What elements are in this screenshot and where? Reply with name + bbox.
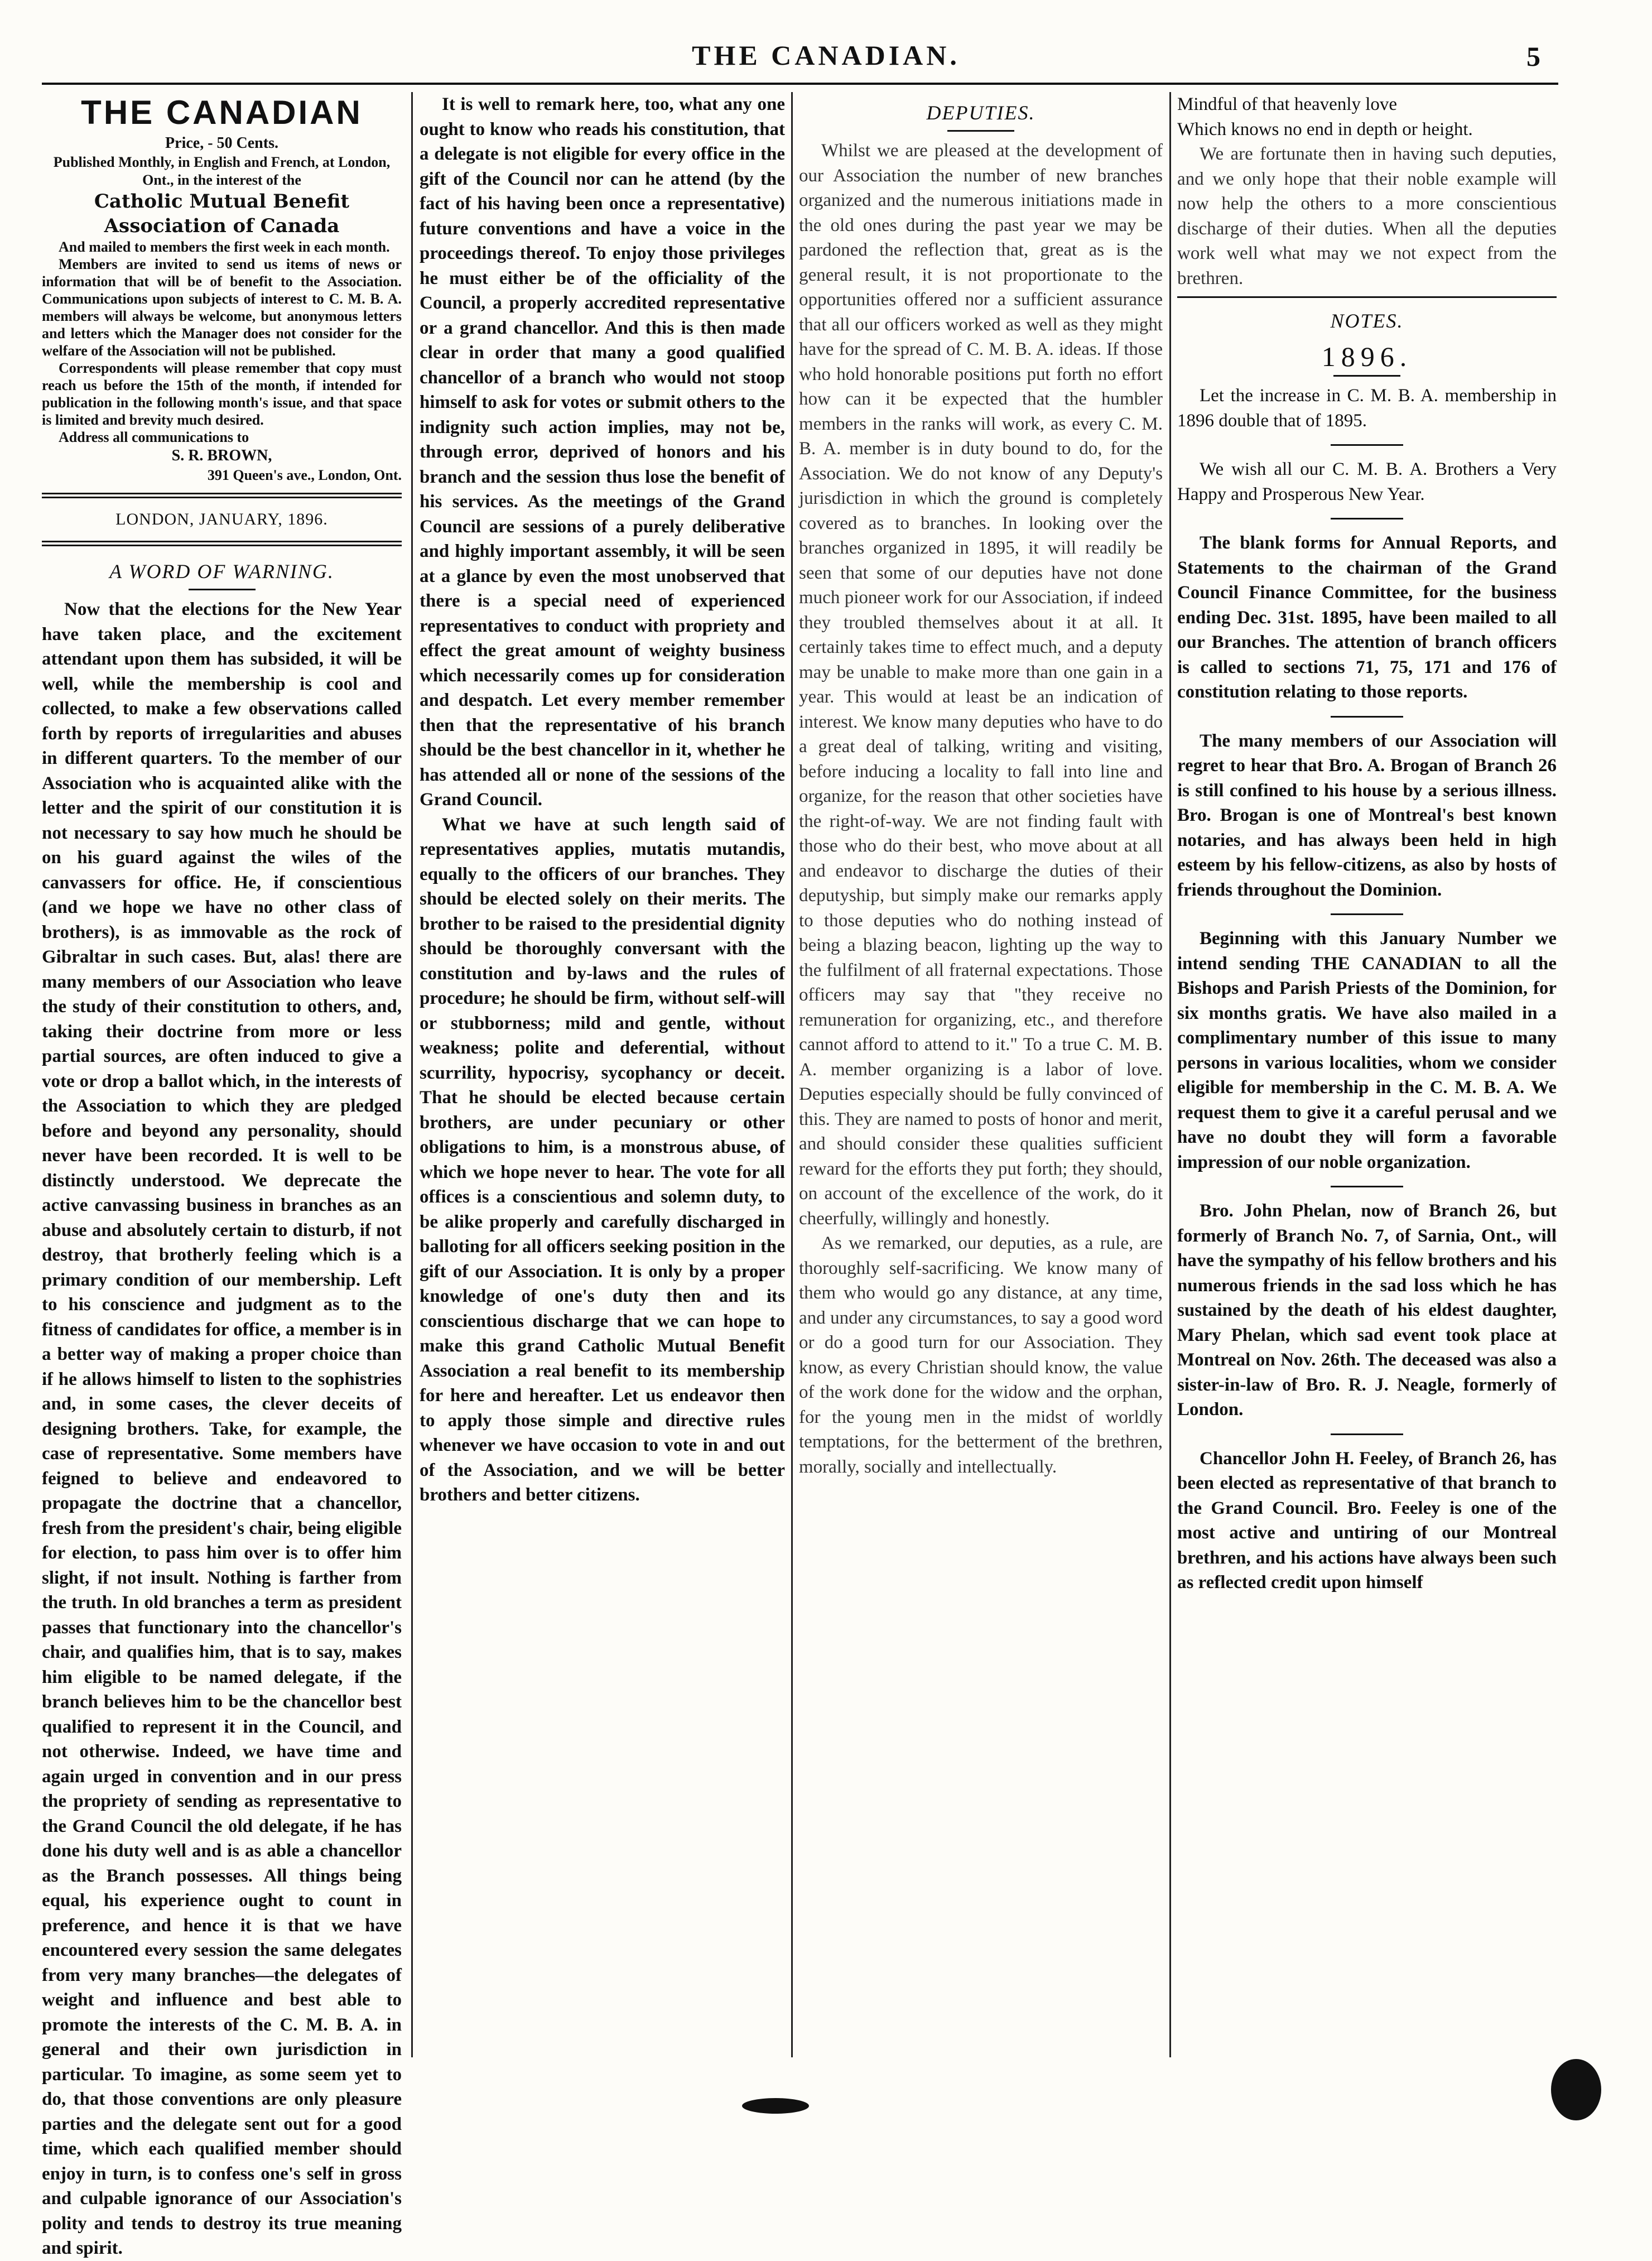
note-item — [1177, 1446, 1557, 1595]
verse-line-2: Which knows no end in depth or height. — [1177, 119, 1473, 139]
note-rule — [1331, 716, 1403, 718]
note-item — [1177, 531, 1557, 705]
warning-body-part-1 — [42, 597, 402, 2261]
note-item — [1177, 383, 1557, 433]
verse-line-1: Mindful of that heavenly love — [1177, 94, 1398, 114]
note-text: Bro. John Phelan, now of Branch 26, but formerly of Branch No. 7, of Sarnia, Ont., will have the sympathy of his fellow brothers and his numerous friends in the sad loss which he has sustained by the death of his eldest daughter, Mary Phelan, which sad event took place at Montreal on Nov. 26th. The deceased was also a sister-in-law of Bro. R. J. Neagle, formerly of London. — [1177, 1201, 1557, 1420]
notes-year: 1896. — [1321, 341, 1413, 372]
running-title: THE CANADIAN. — [692, 40, 960, 71]
column-3 — [799, 92, 1163, 2057]
dateline-rule — [42, 541, 402, 546]
note-item — [1177, 926, 1557, 1175]
column-rule — [411, 92, 413, 2057]
deputies-heading: DEPUTIES. — [926, 102, 1035, 124]
warning-paragraph-1: Now that the elections for the New Year have taken place, and the excitement attendant upon them has subsided, it will be well, while the membership is cool and collected, to make a few observations called forth by reports of irregularities and abuses in different quarters. To the member of our Association who is acquainted alike with the letter and the spirit of our constitution it is not necessary to say how much he should be on his guard against the wiles of the canvassers for office. He, if conscientious (and we hope we have no other class of brothers), is as immovable as the rock of Gibraltar in such cases. But, alas! there are many members of our Association who leave the study of their constitution to others, and, taking their doctrine from more or less partial sources, are often induced to give a vote or drop a ballot which, in the interests of the Association to which they are pledged before and beyond any personality, should never have been recorded. It is well to be distinctly understood. We deprecate the active canvassing business in branches as an abuse and absolutely certain to disturb, if not destroy, that brotherly feeling which is a primary condition of our membership. Left to his conscience and judgment as to the fitness of candidates for office, a member is in a better way of making a proper choice than if he allows himself to listen to the sophistries and, in some cases, the clever deceits of designing brothers. Take, for example, the case of representative. Some members have feigned to believe and endeavored to propagate the doctrine that a chancellor, fresh from the president's chair, being eligible for election, to pass him over is to offer him slight, if not insult. Nothing is farther from the truth. In old branches a term as president passes that functionary into the chancellor's chair, and qualifies him, that is to say, makes him eligible to be named delegate, if the branch believes him to be the chancellor best qualified to represent it in the Council, and not otherwise. Indeed, we have time and again urged in convention and in our press the propriety of sending as representative to the Grand Council the old delegate, if he has done his duty well and is as able a chancellor as the Branch possesses. All things being equal, his experience ought to count in preference, and hence it is that we have encountered every session the same delegates from very many branches—the delegates of weight and influence and best able to promote the interests of the C. M. B. A. in general and their own jurisdiction in particular. To imagine, as some seem yet to do, that those conventions are only pleasure parties and the delegate sent out for a good time, which each qualified member should enjoy in turn, is to confess one's self in gross and culpable ignorance of our Association's polity and tends to destroy its true meaning and spirit. — [42, 599, 402, 2258]
note-text: The blank forms for Annual Reports, and Statements to the chairman of the Grand Council Finance Committee, for the business ending Dec. 31st. 1895, have been mailed to all our Branches. The attention of branch officers is called to sections 71, 75, 171 and 176 of constitution relating to those reports. — [1177, 533, 1557, 702]
note-rule — [1331, 1186, 1403, 1187]
heading-rule — [1333, 375, 1400, 377]
note-item — [1177, 457, 1557, 507]
masthead-rule — [42, 493, 402, 498]
warning-paragraph-3: What we have at such length said of representatives applies, mutatis mutandis, equally to the officers of our branches. They should be elected solely on their merits. The brother to be raised to the presidential dignity should be thoroughly conversant with the constitution and by-laws and the rules of procedure; he should be firm, without self-will or stubborness; mild and gentle, without weakness; polite and deferential, without scurrility, hypocrisy, sycophancy or deceit. That he should be elected because certain brothers, are under pecuniary or other obligations to him, is a monstrous abuse, of which we hope never to hear. The vote for all offices is a conscientious and solemn duty, to be alike properly and carefully discharged in balloting for all officers seeking position in the gift of our Association. It is only by a proper knowledge of one's duty then and its conscientious discharge that we can hope to make this grand Catholic Mutual Benefit Association a real benefit to its membership for here and hereafter. Let us endeavor then to apply those simple and directive rules whenever we have occasion to vote in and out of the Association, and we will be better brothers and better citizens. — [420, 814, 785, 1505]
dateline: LONDON, JANUARY, 1896. — [115, 510, 328, 528]
masthead-published: Published Monthly, in English and French, at London, Ont., in the interest of the — [53, 154, 391, 188]
heading-rule — [947, 130, 1014, 132]
masthead-correspondents: Correspondents will please remember that copy must reach us before the 15th of the month, if intended for publication in the following month's issue, and that space is limited and brevity much desired. — [42, 360, 402, 428]
masthead-mailed: And mailed to members the first week in each month. — [59, 239, 390, 255]
masthead-price: Price, - 50 Cents. — [165, 134, 278, 152]
deputies-paragraph-2: As we remarked, our deputies, as a rule, are thoroughly self-sacrificing. We know many of them who would go any distance, at any time, and under any circumstances, to say a good word or do a good turn for our Association. They know, as every Christian should know, the value of the work done for the widow and the orphan, for the young men in the midst of worldly temptations, for the betterment of the brethren, morally, socially and intellectually. — [799, 1233, 1163, 1477]
masthead-address-line: Address all communications to — [59, 429, 249, 445]
deputies-paragraph-1: Whilst we are pleased at the development of our Association the number of new branches organized and the numerous initiations made in the old ones during the past year we may be pardoned the reflection that, great as is the general result, it is not proportionate to the opportunities offered nor a sufficient assurance that all our officers worked as well as they might have for the spread of C. M. B. A. ideas. If those who hold honorable positions put forth no effort how can it be expected that the humbler members in the ranks will work, as every C. M. B. A. member is in duty bound to do, for the Association. We do not know of any Deputy's jurisdiction in which the ground is completely covered as to branches. In looking over the branches organized in 1895, it will readily be seen that some of our deputies have not done much pioneer work for our Association, if indeed they troubled themselves about it at all. It certainly takes time to effect much, and a deputy may be unable to make more than one gain in a year. This would at least be an indication of interest. We know many deputies who have to do a great deal of talking, writing and visiting, before inducing a locality to fall into line and organize, for the reason that other societies have the right-of-way. We are not finding fault with those who do their best, who move about at all and endeavor to discharge the duties of their deputyship, but simply make our remarks apply to those deputies who do nothing instead of being a blazing beacon, lighting up the way to the fulfilment of all fraternal expectations. Those officers may say that "they receive no remuneration for organizing, etc., and therefore cannot afford to attend to it." To a true C. M. B. A. member organizing is a labor of love. Deputies especially should be fully convinced of this. They are named to posts of honor and merit, and should consider these qualities sufficient reward for the efforts they put forth; they should, on account of the excellence of the work, do it cheerfully, willingly and honestly. — [799, 141, 1163, 1229]
column-4 — [1177, 92, 1557, 2057]
heading-rule — [189, 589, 256, 590]
note-rule — [1331, 444, 1403, 446]
note-rule — [1331, 913, 1403, 915]
note-text: We wish all our C. M. B. A. Brothers a Very Happy and Prosperous New Year. — [1177, 459, 1557, 504]
column-rule — [1169, 92, 1171, 2057]
ink-blot — [742, 2098, 809, 2114]
page-number: 5 — [1526, 41, 1540, 72]
note-text: Let the increase in C. M. B. A. membership in 1896 double that of 1895. — [1177, 386, 1557, 431]
section-rule — [1177, 296, 1557, 298]
note-text: Beginning with this January Number we intend sending THE CANADIAN to all the Bishops and Parish Priests of the Dominion, for six months gratis. We have also mailed in a complimentary number of this issue to many persons in various localities, whom we consider eligible for membership in the C. M. B. A. We request them to give it a careful perusal and we have no doubt they will form a favorable impression of our noble organization. — [1177, 929, 1557, 1172]
column-1 — [42, 92, 402, 2258]
note-item — [1177, 1199, 1557, 1422]
header-rule — [42, 83, 1558, 85]
masthead-association: Catholic Mutual Benefit Association of Canada — [94, 190, 350, 237]
running-head — [0, 39, 1652, 78]
deputies-closing: We are fortunate then in having such deputies, and we only hope that their noble example will now help the others to a more conscientious discharge of their duties. When all the deputies work well what may we not expect from the brethren. — [1177, 144, 1557, 288]
note-text: The many members of our Association will regret to hear that Bro. A. Brogan of Branch 26 is still confined to his house by a serious illness. Bro. Brogan is one of Montreal's best known notaries, and has always been held in high esteem by his fellow-citizens, as also by hosts of friends throughout the Dominion. — [1177, 730, 1557, 900]
note-text: Chancellor John H. Feeley, of Branch 26, has been elected as representative of that branch to the Grand Council. Bro. Feeley is one of the most active and untiring of our Montreal brethren, and his actions have always been such as reflected credit upon himself — [1177, 1448, 1557, 1593]
ink-blot — [1551, 2059, 1601, 2120]
masthead-street: 391 Queen's ave., London, Ont. — [207, 467, 402, 483]
note-item — [1177, 729, 1557, 903]
column-2 — [420, 92, 785, 2057]
masthead-title: THE CANADIAN — [81, 94, 363, 131]
note-rule — [1331, 1433, 1403, 1435]
warning-heading: A WORD OF WARNING. — [109, 560, 334, 583]
masthead-editor: S. R. BROWN, — [171, 447, 272, 464]
masthead-members-invited: Members are invited to send us items of news or information that will be of benefit to the Association. Communications upon subjects of interest to C. M. B. A. members will always be welcome, but anonymous letters and letters which the Manager does not consider for the welfare of the Association will not be published. — [42, 256, 402, 359]
note-rule — [1331, 518, 1403, 519]
warning-paragraph-2: It is well to remark here, too, what any one ought to know who reads his constitution, that a delegate is not eligible for every office in the gift of the Council nor can he attend (by the fact of his having been once a representative) future conventions and have a voice in the proceedings thereof. To enjoy those privileges he must either be of the officiality of the Council, a properly accredited representative or a grand chancellor. And this is then made clear in order that many a good qualified chancellor of a branch who would not stoop himself to ask for votes or submit others to the indignity such action implies, may not be, through error, deprived of honors and his branch and the session thus lose the benefit of his services. As the meetings of the Grand Council are sessions of a purely deliberative and highly important assembly, it will be seen at a glance by even the most unobserved that there is a special need of experienced representatives to conduct with propriety and effect the great amount of weighty business which necessarily comes up for consideration and despatch. Let every member remember then that the representative of his branch should be the best chancellor in it, whether he has attended all or none of the sessions of the Grand Council. — [420, 94, 785, 810]
column-rule — [791, 92, 793, 2057]
notes-heading: NOTES. — [1330, 310, 1404, 332]
